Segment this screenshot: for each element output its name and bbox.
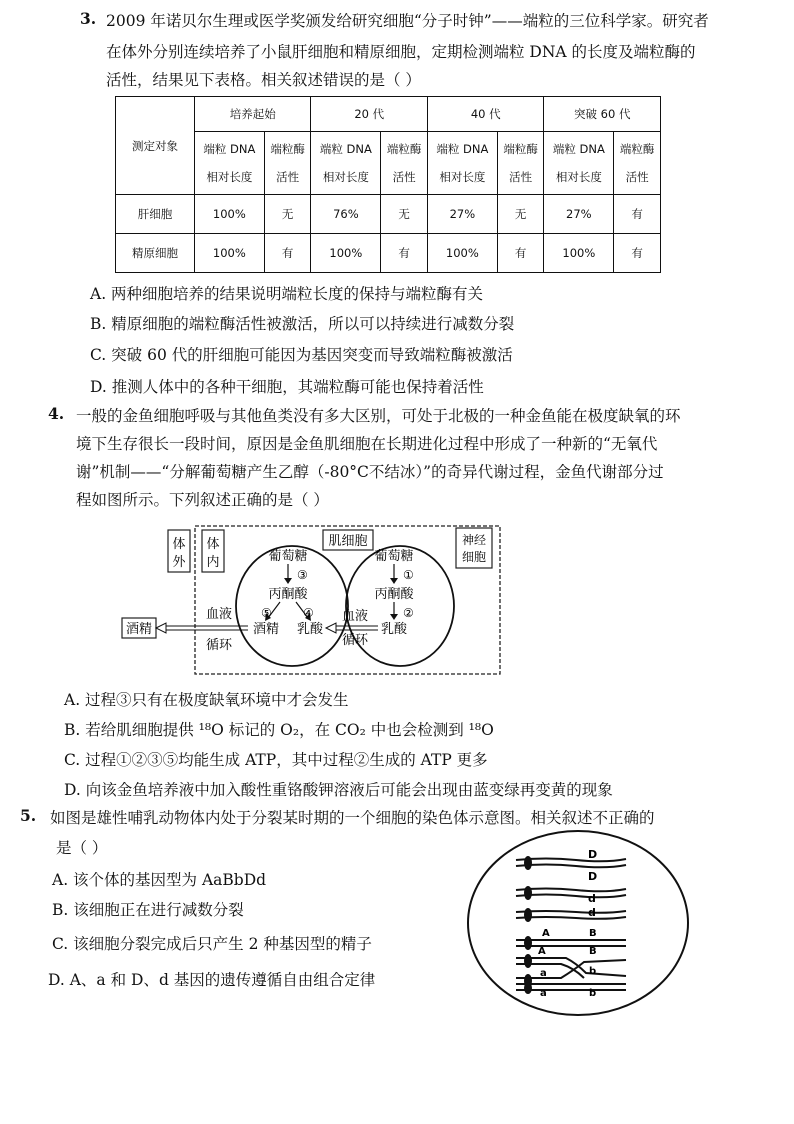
step-4-marker: ④: [303, 606, 314, 620]
question-stem-line: 活性，结果见下表格。相关叙述错误的是（ ）: [106, 71, 421, 89]
muscle-cell-label: 肌细胞: [328, 534, 368, 549]
nerve-cell-label: 神经: [461, 533, 487, 547]
gene-label: d: [588, 906, 596, 919]
gene-label: A: [542, 928, 550, 939]
table-cell: 无: [497, 195, 544, 234]
step-2-marker: ②: [403, 606, 414, 620]
table-group-header: 20 代: [311, 97, 427, 132]
table-cell: 100%: [195, 195, 265, 234]
table-subheader: 端粒 DNA 相对长度: [311, 132, 381, 195]
outside-label: 体: [172, 537, 186, 552]
table-cell: 有: [264, 234, 311, 273]
pyruvate-label: 丙酮酸: [374, 587, 414, 602]
table-cell: 有: [614, 195, 661, 234]
option-b[interactable]: B. 精原细胞的端粒酶活性被激活，所以可以持续进行减数分裂: [90, 315, 515, 333]
option-d[interactable]: D. 推测人体中的各种干细胞，其端粒酶可能也保持着活性: [90, 378, 484, 396]
telomere-data-table: [115, 96, 661, 273]
blood-label: 血液: [205, 607, 233, 622]
option-b[interactable]: B. 若给肌细胞提供 ¹⁸O 标记的 O₂，在 CO₂ 中也会检测到 ¹⁸O: [64, 721, 494, 739]
question-number: 4.: [48, 404, 65, 423]
goldfish-metabolism-diagram: [120, 520, 510, 680]
table-cell: 无: [381, 195, 428, 234]
table-row: [116, 195, 661, 234]
gene-label: a: [540, 988, 547, 999]
chromosome-pair-dd: [516, 859, 626, 919]
question-stem-line: 如图是雄性哺乳动物体内处于分裂某时期的一个细胞的染色体示意图。相关叙述不正确的: [50, 809, 655, 827]
question-number: 3.: [80, 9, 97, 28]
table-row-name: 肝细胞: [116, 195, 195, 234]
table-cell: 100%: [195, 234, 265, 273]
gene-label: D: [588, 870, 598, 883]
option-a[interactable]: A. 过程③只有在极度缺氧环境中才会发生: [64, 691, 349, 709]
table-subheader: 端粒 DNA 相对长度: [427, 132, 497, 195]
inside-label: 体: [206, 537, 220, 552]
chromosome-pair-ab: [516, 940, 626, 990]
chromosome-cell-diagram: [466, 828, 692, 1018]
table-subheader: 端粒酶 活性: [264, 132, 311, 195]
outside-label: 外: [172, 555, 186, 570]
option-a[interactable]: A. 该个体的基因型为 AaBbDd: [52, 871, 267, 889]
lactate-label: 乳酸: [380, 622, 408, 637]
question-stem-line: 是（ ）: [56, 839, 108, 857]
table-cell: 76%: [311, 195, 381, 234]
table-row-header: 测定对象: [116, 97, 195, 195]
circulation-label: 循环: [341, 633, 369, 648]
inside-label: 内: [206, 555, 220, 570]
gene-label: b: [589, 966, 597, 977]
pyruvate-label: 丙酮酸: [268, 587, 308, 602]
table-subheader: 端粒酶 活性: [381, 132, 428, 195]
table-row: [116, 234, 661, 273]
table-subheader: 端粒酶 活性: [497, 132, 544, 195]
gene-label: b: [589, 988, 597, 999]
table-cell: 100%: [544, 234, 614, 273]
gene-label: a: [540, 968, 547, 979]
step-1-marker: ①: [403, 568, 414, 582]
nerve-cell-label: 细胞: [461, 550, 487, 564]
table-subheader: 端粒 DNA 相对长度: [544, 132, 614, 195]
option-a[interactable]: A. 两种细胞培养的结果说明端粒长度的保持与端粒酶有关: [90, 285, 484, 303]
alcohol-label: 酒精: [252, 622, 280, 637]
option-c[interactable]: C. 过程①②③⑤均能生成 ATP，其中过程②生成的 ATP 更多: [64, 751, 488, 769]
table-group-header: 培养起始: [195, 97, 311, 132]
gene-label: d: [588, 892, 596, 905]
table-cell: 100%: [311, 234, 381, 273]
glucose-label: 葡萄糖: [374, 549, 414, 564]
table-cell: 有: [381, 234, 428, 273]
table-cell: 无: [264, 195, 311, 234]
lactate-label: 乳酸: [296, 622, 324, 637]
question-stem-line: 境下生存很长一段时间，原因是金鱼肌细胞在长期进化过程中形成了一种新的“无氧代: [76, 435, 658, 453]
step-3-marker: ③: [297, 568, 308, 582]
glucose-label: 葡萄糖: [268, 549, 308, 564]
question-stem-line: 谢”机制——“分解葡萄糖产生乙醇（-80°C不结冰）”的奇异代谢过程，金鱼代谢部分过: [76, 463, 664, 481]
option-d[interactable]: D. A、a 和 D、d 基因的遗传遵循自由组合定律: [48, 971, 376, 989]
option-b[interactable]: B. 该细胞正在进行减数分裂: [52, 901, 244, 919]
alcohol-excreted-label: 酒精: [125, 622, 153, 637]
gene-label: D: [588, 848, 598, 861]
table-cell: 27%: [427, 195, 497, 234]
table-subheader: 端粒酶 活性: [614, 132, 661, 195]
step-5-marker: ⑤: [261, 606, 272, 620]
option-d[interactable]: D. 向该金鱼培养液中加入酸性重铬酸钾溶液后可能会出现由蓝变绿再变黄的现象: [64, 781, 613, 799]
table-group-header: 40 代: [427, 97, 543, 132]
question-stem-line: 2009 年诺贝尔生理或医学奖颁发给研究细胞“分子时钟”——端粒的三位科学家。研究者: [106, 12, 709, 30]
question-stem-line: 程如图所示。下列叙述正确的是（ ）: [76, 491, 329, 509]
gene-label: B: [589, 946, 597, 957]
blood-label: 血液: [341, 609, 369, 624]
gene-label: A: [538, 946, 546, 957]
gene-label: B: [589, 928, 597, 939]
table-group-header: 突破 60 代: [544, 97, 661, 132]
option-c[interactable]: C. 该细胞分裂完成后只产生 2 种基因型的精子: [52, 935, 372, 953]
table-cell: 有: [614, 234, 661, 273]
circulation-label: 循环: [205, 638, 233, 653]
table-subheader: 端粒 DNA 相对长度: [195, 132, 265, 195]
question-stem-line: 一般的金鱼细胞呼吸与其他鱼类没有多大区别，可处于北极的一种金鱼能在极度缺氧的环: [76, 407, 681, 425]
table-row-name: 精原细胞: [116, 234, 195, 273]
question-number: 5.: [20, 806, 37, 825]
question-stem-line: 在体外分别连续培养了小鼠肝细胞和精原细胞，定期检测端粒 DNA 的长度及端粒酶的: [106, 43, 696, 61]
table-cell: 有: [497, 234, 544, 273]
option-c[interactable]: C. 突破 60 代的肝细胞可能因为基因突变而导致端粒酶被激活: [90, 346, 513, 364]
table-cell: 100%: [427, 234, 497, 273]
table-cell: 27%: [544, 195, 614, 234]
